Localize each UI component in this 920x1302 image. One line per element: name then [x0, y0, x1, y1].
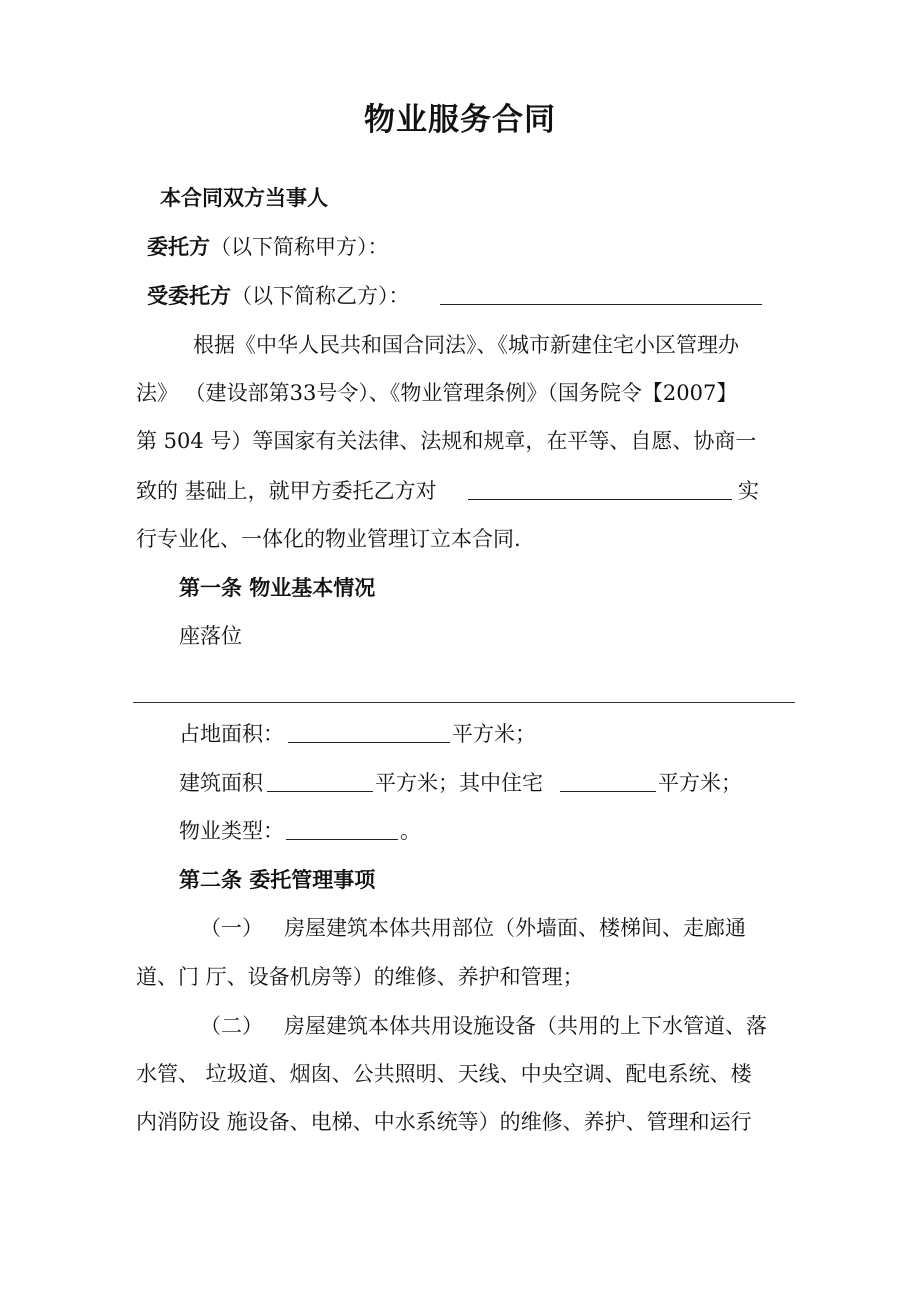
location-rule — [133, 702, 795, 703]
land-area-unit: 平方米； — [452, 722, 536, 746]
land-area-blank — [288, 722, 450, 743]
article-2-heading: 第二条 委托管理事项 — [179, 868, 376, 892]
preamble-line-5: 行专业化、一体化的物业管理订立本合同. — [136, 527, 521, 551]
party-a-note: （以下简称甲方）： — [210, 235, 389, 259]
land-area-label: 占地面积： — [179, 722, 284, 746]
party-a-line — [147, 232, 389, 262]
item-1-line-2: 道、门 厅、设备机房等）的维修、养护和管理； — [136, 965, 584, 989]
item-1-number: （一） — [200, 916, 263, 940]
article-1-heading: 第一条 物业基本情况 — [179, 576, 376, 600]
managed-property-blank — [468, 479, 732, 500]
property-type-label: 物业类型： — [179, 819, 284, 843]
item-2-line-3: 内消防设 施设备、电梯、中水系统等）的维修、养护、管理和运行 — [136, 1110, 752, 1134]
item-1-line-1: 房屋建筑本体共用部位（外墙面、楼梯间、走廊通 — [284, 916, 746, 940]
item-2-number: （二） — [200, 1014, 263, 1038]
page-title: 物业服务合同 — [364, 102, 556, 138]
preamble-line-3: 第 504 号）等国家有关法律、法规和规章，在平等、自愿、协商一 — [136, 429, 757, 453]
preamble-line-2: 法》 （建设部第33号令）、《物业管理条例》（国务院令【2007】 — [136, 381, 738, 405]
building-area-unit: 平方米；其中住宅 — [375, 771, 543, 795]
item-2-line-1: 房屋建筑本体共用设施设备（共用的上下水管道、落 — [284, 1014, 767, 1038]
preamble-line-4: 致的 基础上，就甲方委托乙方对 — [136, 479, 437, 503]
residential-area-blank — [560, 771, 656, 792]
property-type-end: 。 — [400, 819, 421, 843]
location-label: 座落位 — [179, 624, 242, 648]
preamble-line-4-end: 实 — [738, 479, 759, 503]
residential-unit: 平方米； — [658, 771, 742, 795]
party-b-note: （以下简称乙方）： — [231, 284, 410, 308]
preamble-line-1: 根据《中华人民共和国合同法》、《城市新建住宅小区管理办 — [193, 333, 739, 357]
party-b-line — [147, 281, 410, 311]
parties-heading: 本合同双方当事人 — [160, 186, 328, 210]
item-2-line-2: 水管、 垃圾道、烟囱、公共照明、天线、中央空调、配电系统、楼 — [136, 1062, 752, 1086]
property-type-blank — [286, 819, 398, 840]
party-b-label: 受委托方 — [147, 284, 231, 308]
building-area-label: 建筑面积 — [179, 771, 263, 795]
party-b-blank — [440, 284, 762, 305]
building-area-blank — [267, 771, 373, 792]
party-a-label: 委托方 — [147, 235, 210, 259]
